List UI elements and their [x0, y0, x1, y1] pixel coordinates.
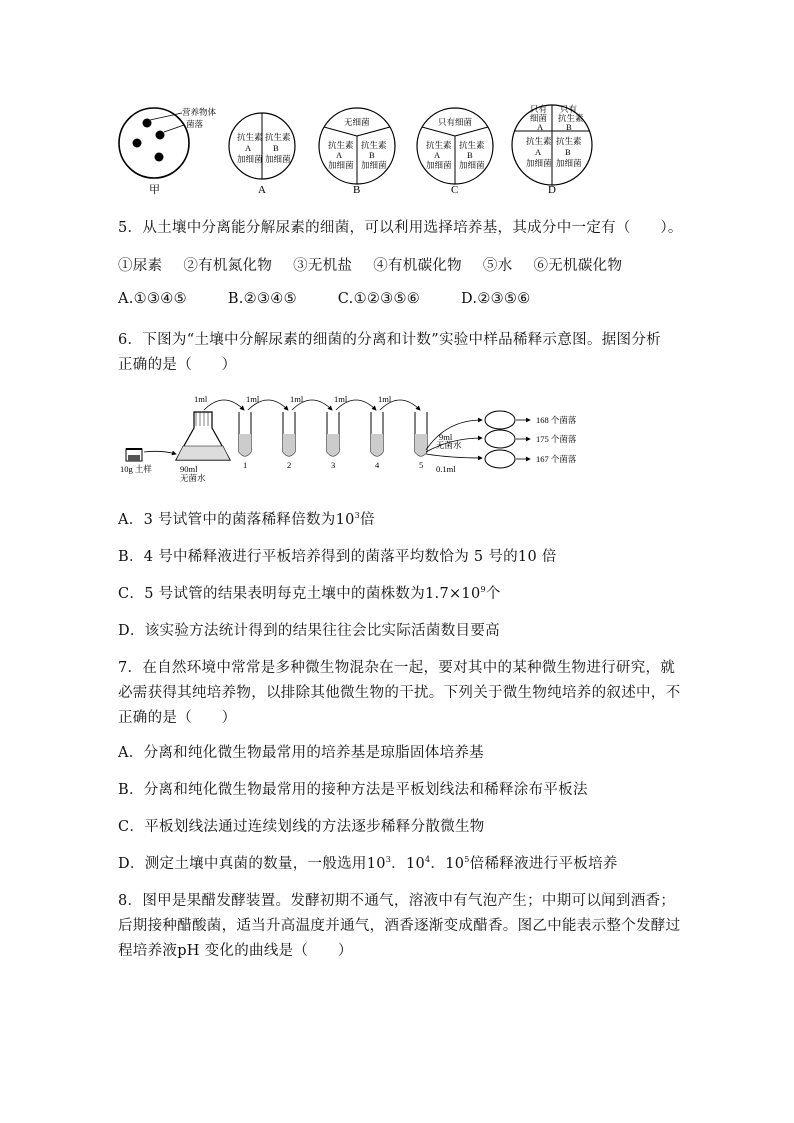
colony-dot: [155, 153, 164, 162]
svg-text:B: B: [566, 122, 572, 132]
test-tube-icon: [239, 412, 251, 456]
plate-jia: [119, 107, 217, 196]
q7-stem-line1: 7．在自然环境中常常是多种微生物混杂在一起，要对其中的某种微生物进行研究，就: [118, 660, 676, 676]
svg-text:B: B: [273, 143, 279, 153]
q5-option-a: A.①③④⑤: [118, 291, 187, 307]
plate-c-label: C: [451, 184, 459, 196]
q5-items: [118, 254, 622, 275]
q7-option-a: A．分离和纯化微生物最常用的培养基是琼脂固体培养基: [118, 745, 484, 761]
svg-text:加细菌: 加细菌: [328, 160, 354, 170]
q7-option-c: C．平板划线法通过连续划线的方法逐步稀释分散微生物: [118, 819, 485, 835]
colony-count: 167 个菌落: [536, 454, 577, 464]
svg-text:1ml: 1ml: [246, 394, 260, 404]
svg-text:1ml: 1ml: [334, 394, 348, 404]
q5-item: ④有机碳化物: [373, 258, 462, 274]
svg-text:无细菌: 无细菌: [344, 117, 370, 127]
petri-dish-icon: [485, 411, 515, 429]
flask-icon: [176, 412, 230, 460]
svg-text:抗生素: 抗生素: [526, 136, 552, 146]
svg-text:5: 5: [419, 460, 424, 470]
q5-item: ③无机盐: [293, 258, 353, 274]
plate-d-label: D: [548, 184, 556, 196]
svg-text:A: A: [537, 122, 544, 132]
svg-text:无菌水: 无菌水: [436, 440, 462, 450]
svg-text:加细菌: 加细菌: [361, 160, 387, 170]
plate-b-label: B: [353, 184, 361, 196]
nutrient-label: 营养物体: [182, 107, 217, 117]
svg-text:抗生素: 抗生素: [237, 132, 263, 142]
petri-dish-icon: [485, 430, 515, 448]
svg-text:B: B: [369, 150, 375, 160]
petri-dish-icon: [485, 450, 515, 468]
svg-text:A: A: [245, 143, 252, 153]
svg-text:A: A: [434, 150, 441, 160]
q6-option-a: A．3 号试管中的菌落稀释倍数为$10^3$倍: [118, 511, 375, 528]
svg-text:只有: 只有: [530, 104, 548, 114]
svg-text:抗生素: 抗生素: [426, 140, 452, 150]
dilution-figure: [116, 390, 606, 485]
svg-text:加细菌: 加细菌: [459, 160, 485, 170]
svg-text:9ml: 9ml: [439, 432, 453, 442]
plate-b: [319, 108, 395, 196]
svg-text:加细菌: 加细菌: [526, 158, 552, 168]
q6-stem-line1: 6．下图为“土壤中分解尿素的细菌的分离和计数”实验中样品稀释示意图。据图分析: [118, 332, 661, 348]
sample-label: 10g 土样: [120, 464, 152, 474]
colony-dot: [156, 131, 165, 140]
svg-text:90ml: 90ml: [180, 464, 198, 474]
svg-text:抗生素: 抗生素: [558, 113, 584, 123]
q5-option-b: B.②③④⑤: [227, 291, 297, 307]
plate-jia-label: 甲: [149, 184, 160, 196]
q7-option-b: B．分离和纯化微生物最常用的接种方法是平板划线法和稀释涂布平板法: [118, 782, 588, 798]
svg-text:抗生素: 抗生素: [459, 140, 485, 150]
plate-a: [229, 113, 295, 196]
q5-item: ⑤水: [482, 258, 513, 274]
test-tube-icon: [283, 412, 295, 456]
svg-text:无菌水: 无菌水: [180, 473, 206, 483]
svg-text:只有: 只有: [560, 104, 578, 114]
svg-text:加细菌: 加细菌: [265, 154, 291, 164]
q5-item: ⑥无机碳化物: [533, 258, 623, 274]
svg-text:0.1ml: 0.1ml: [436, 464, 456, 474]
svg-text:细菌: 细菌: [530, 113, 548, 123]
q7-stem-line2: 必需获得其纯培养物，以排除其他微生物的干扰。下列关于微生物纯培养的叙述中，不: [118, 685, 681, 701]
test-tube-icon: [415, 412, 427, 456]
soil-sample-icon: [126, 449, 142, 461]
q5-item: ②有机氮化物: [183, 258, 273, 274]
q5-option-d: D.②③⑤⑥: [461, 291, 531, 307]
svg-text:加细菌: 加细菌: [237, 154, 263, 164]
q6-option-b: B．4 号中稀释液进行平板培养得到的菌落平均数恰为 5 号的10 倍: [118, 549, 557, 565]
plate-c: [417, 108, 493, 196]
svg-text:1: 1: [243, 460, 248, 470]
svg-text:加细菌: 加细菌: [556, 158, 582, 168]
svg-text:B: B: [467, 150, 473, 160]
svg-text:B: B: [565, 147, 571, 157]
svg-text:抗生素: 抗生素: [265, 132, 291, 142]
colony-dot: [133, 139, 142, 148]
test-tube-icon: [371, 412, 383, 456]
svg-text:1ml: 1ml: [194, 394, 208, 404]
svg-text:加细菌: 加细菌: [426, 160, 452, 170]
q5-option-c: C.①②③⑤⑥: [337, 291, 421, 307]
svg-text:抗生素: 抗生素: [328, 140, 354, 150]
svg-text:2: 2: [287, 460, 292, 470]
svg-text:抗生素: 抗生素: [361, 140, 387, 150]
test-tube-icon: [327, 412, 339, 456]
svg-text:1ml: 1ml: [290, 394, 304, 404]
plate-d: [512, 104, 592, 196]
q8-stem-line2: 后期接种醋酸菌，适当升高温度并通气，酒香逐渐变成醋香。图乙中能表示整个发酵过: [118, 918, 681, 934]
svg-text:A: A: [535, 147, 542, 157]
plate-a-label: A: [258, 184, 266, 196]
q6-option-d: D．该实验方法统计得到的结果往往会比实际活菌数目要高: [118, 623, 500, 639]
svg-text:1ml: 1ml: [378, 394, 392, 404]
q7-stem-line3: 正确的是（ ）: [118, 710, 237, 726]
svg-text:抗生素: 抗生素: [556, 136, 582, 146]
svg-text:3: 3: [331, 460, 336, 470]
q5-item: ①尿素: [118, 258, 163, 274]
svg-text:A: A: [336, 150, 343, 160]
svg-text:只有细菌: 只有细菌: [438, 117, 473, 127]
q6-stem-line2: 正确的是（ ）: [118, 357, 237, 373]
q5-options: [118, 291, 531, 307]
q7-option-d: D．测定土壤中真菌的数量，一般选用$10^3$．$10^4$．$10^5$倍稀释液进行平板培养: [118, 855, 618, 872]
plates-figure: [112, 100, 602, 200]
q8-stem-line1: 8．图甲是果醋发酵装置。发酵初期不通气，溶液中有气泡产生；中期可以闻到酒香；: [118, 893, 676, 909]
colony-label: 菌落: [186, 119, 204, 129]
colony-count: 175 个菌落: [536, 434, 577, 444]
svg-text:4: 4: [375, 460, 380, 470]
q5-stem: 5．从土壤中分离能分解尿素的细菌，可以利用选择培养基，其成分中一定有（ ）。: [118, 220, 683, 236]
q8-stem-line3: 程培养液pH 变化的曲线是（ ）: [118, 943, 353, 959]
q6-option-c: C．5 号试管的结果表明每克土壤中的菌株数为$1.7\times 10^9$个: [118, 585, 501, 602]
colony-count: 168 个菌落: [536, 415, 577, 425]
